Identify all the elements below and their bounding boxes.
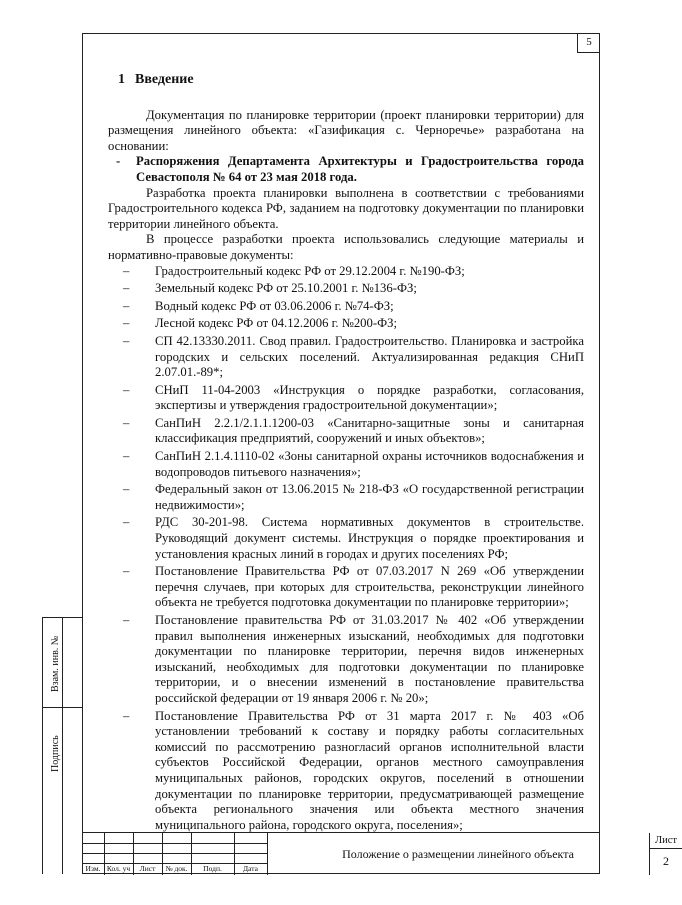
document-body [108,72,584,835]
col-list: Лист [139,864,156,873]
list-item: – Земельный кодекс РФ от 25.10.2001 г. №136-ФЗ; [123,281,417,296]
col-izm: Изм. [85,864,101,873]
list-item: – Лесной кодекс РФ от 04.12.2006 г. №200-ФЗ; [123,316,398,331]
list-item: – Водный кодекс РФ от 03.06.2006 г. №74-ФЗ; [123,298,394,313]
list-item: – Постановление правительства РФ от 31.03.2017 № 402 «Об утверждении правил выполнения инженерных изысканий, необходимых для подготовки документации по планировке территории, перечня видов инженерных изысканий, необходимых для подготовки документации по планировке территории, и о внесении изменений в постановление правительства российской федерации от 19 января 2006 г. № 20»; [123,613,584,705]
list-item: – СанПиН 2.1.4.1110-02 «Зоны санитарной охраны источников водоснабжения и водопроводов питьевого назначения»; [123,449,584,479]
top-page-number: 5 [577,33,600,53]
list-item: – Постановление Правительства РФ от 07.03.2017 N 269 «Об утверждении перечня случаев, при которых для строительства, реконструкции линейного объекта не требуется подготовка документации по планировке территории»; [123,564,584,610]
list-item: – СНиП 11-04-2003 «Инструкция о порядке разработки, согласования, экспертизы и утверждения градостроительной документации»; [123,382,584,413]
list-item: – РДС 30-201-98. Система нормативных документов в строительстве. Руководящий документ системы. Инструкция о порядке проектирования и установления красных линий в городах и других поселениях РФ; [123,515,584,561]
list-item: – Постановление Правительства РФ от 31 марта 2017 г. № 403 «Об установлении требований к составу и порядку работы согласительных комиссий по рассмотрению разногласий органов исполнительной власти субъектов Российской Федерации, органов местного самоуправления муниципальных районов, городских округов, поселений в отношении документации по планировке территории, предусматривающей размещение объекта регионального значения или объекта местного значения муниципального района, городского округа, поселения»; [123,708,584,832]
list-item: – СП 42.13330.2011. Свод правил. Градостроительство. Планировка и застройка городских и сельских поселений. Актуализированная редакция СНиП 2.07.01.-89*; [123,333,584,380]
col-signature: Подп. [203,864,222,873]
materials-paragraph: В процессе разработки проекта использовались следующие материалы и нормативно-правовые документы: [108,232,584,262]
section-heading: 1 Введение [118,72,194,87]
col-kol-uch: Кол. уч [106,864,131,873]
sheet-label: Лист [649,833,682,849]
signature-label: Подпись [50,735,61,772]
development-paragraph: Разработка проекта планировки выполнена в соответствии с требованиями Градостроительного кодекса РФ, заданием на подготовку документации по планировки территории линейного объекта. [108,185,584,231]
document-title: Положение о размещении линейного объекта [342,846,574,861]
list-item: – Градостроительный кодекс РФ от 29.12.2004 г. №190-ФЗ; [123,263,465,278]
inv-number-label: Взам. инв. № [50,635,61,692]
basis-item: - Распоряжения Департамента Архитектуры и Градостроительства города Севастополя № 64 от 23 мая 2018 года. [116,154,584,184]
title-block [82,832,677,874]
list-item: – Федеральный закон от 13.06.2015 № 218-ФЗ «О государственной регистрации недвижимости»; [123,482,584,512]
intro-paragraph: Документация по планировке территории (проект планировки территории) для размещения линейного объекта: «Газификация с. Черноречье» разработана на основании: [108,107,584,153]
col-doc-number: № док. [165,864,188,873]
list-item: – СанПиН 2.2.1/2.1.1.1200-03 «Санитарно-защитные зоны и санитарная классификация предприятий, сооружений и иных объектов»; [123,415,584,446]
col-date: Дата [243,864,258,873]
side-stamp [42,617,82,874]
regulations-list [108,264,584,834]
sheet-number: 2 [649,849,682,875]
